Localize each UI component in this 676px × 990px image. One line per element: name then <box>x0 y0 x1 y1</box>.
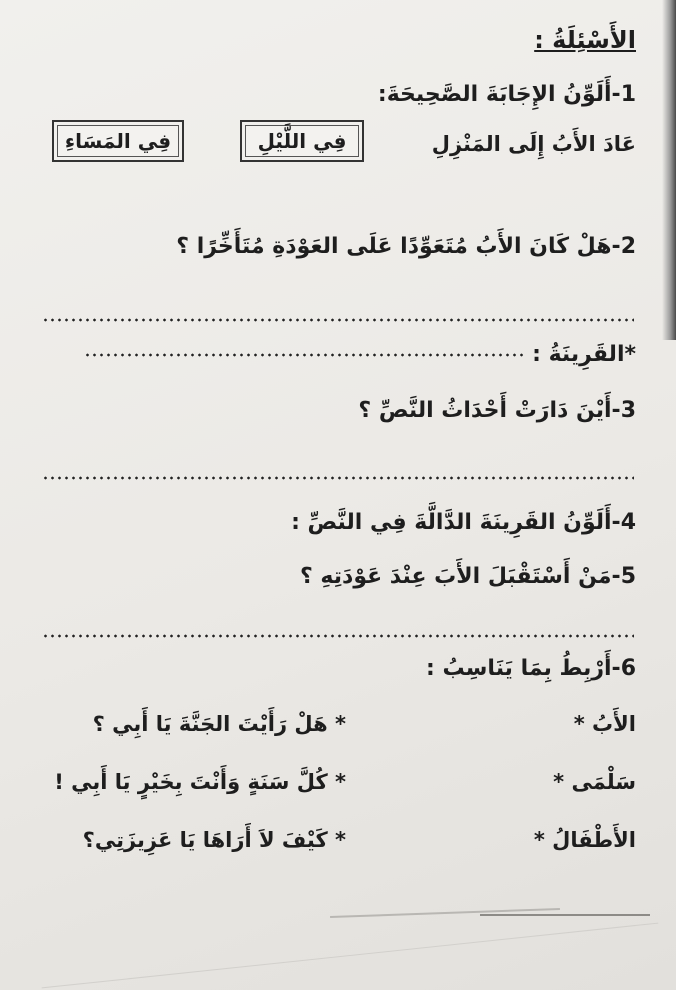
questions-title <box>534 26 636 54</box>
q6-heading: 6-أَرْبِطُ بِمَا يَنَاسِبُ : <box>426 656 636 681</box>
q1-option-night[interactable] <box>240 120 364 162</box>
clue-row <box>40 342 636 367</box>
q1-option-night-label: فِي اللَّيْلِ <box>257 129 347 153</box>
clue-label: *القَرِينَةُ : <box>532 342 636 367</box>
match-right-item-1[interactable]: * هَلْ رَأَيْتَ الجَنَّةَ يَا أَبِي ؟ <box>92 712 346 736</box>
pencil-stroke <box>480 914 650 916</box>
q4-question: 4-أَلَوِّنُ القَرِينَةَ الدَّالَّةَ فِي النَّصِّ : <box>291 510 636 535</box>
pencil-stroke <box>330 908 560 918</box>
q2-question: 2-هَلْ كَانَ الأَبُ مُتَعَوِّدًا عَلَى العَوْدَةِ مُتَأَخِّرًا ؟ <box>176 234 636 259</box>
q3-question: 3-أَيْنَ دَارَتْ أَحْدَاثُ النَّصِّ ؟ <box>358 398 636 423</box>
q5-question: 5-مَنْ أَسْتَقْبَلَ الأَبَ عِنْدَ عَوْدَتِهِ ؟ <box>300 564 636 589</box>
match-left-item-salma[interactable]: سَلْمَى * <box>553 770 636 794</box>
match-left-item-father[interactable]: الأَبُ * <box>573 712 636 736</box>
match-right-item-2[interactable]: * كُلَّ سَنَةٍ وَأَنْتَ بِخَيْرٍ يَا أَبِي ! <box>54 770 346 794</box>
q1-option-evening[interactable] <box>52 120 184 162</box>
q2-answer-line[interactable] <box>42 318 634 322</box>
paper-fold <box>42 923 659 989</box>
q1-sentence: عَادَ الأَبُ إِلَى المَنْزِلِ <box>431 132 636 156</box>
q1-option-evening-label: فِي المَسَاءِ <box>64 129 172 153</box>
questions-title-text: الأَسْئِلَةُ : <box>534 26 636 54</box>
match-row-3 <box>40 828 636 868</box>
q3-answer-line[interactable] <box>42 476 634 480</box>
q5-answer-line[interactable] <box>42 634 634 638</box>
q1-heading: 1-أَلَوِّنُ الإِجَابَةَ الصَّحِيحَةَ: <box>377 82 636 107</box>
match-right-item-3[interactable]: * كَيْفَ لاَ أَرَاهَا يَا عَزِيزَتِي؟ <box>82 828 346 852</box>
clue-answer-line[interactable] <box>84 353 524 357</box>
page-edge-shadow <box>662 0 676 340</box>
match-row-1 <box>40 712 636 752</box>
match-left-item-children[interactable]: الأَطْفَالُ * <box>533 828 636 852</box>
match-row-2 <box>40 770 636 810</box>
